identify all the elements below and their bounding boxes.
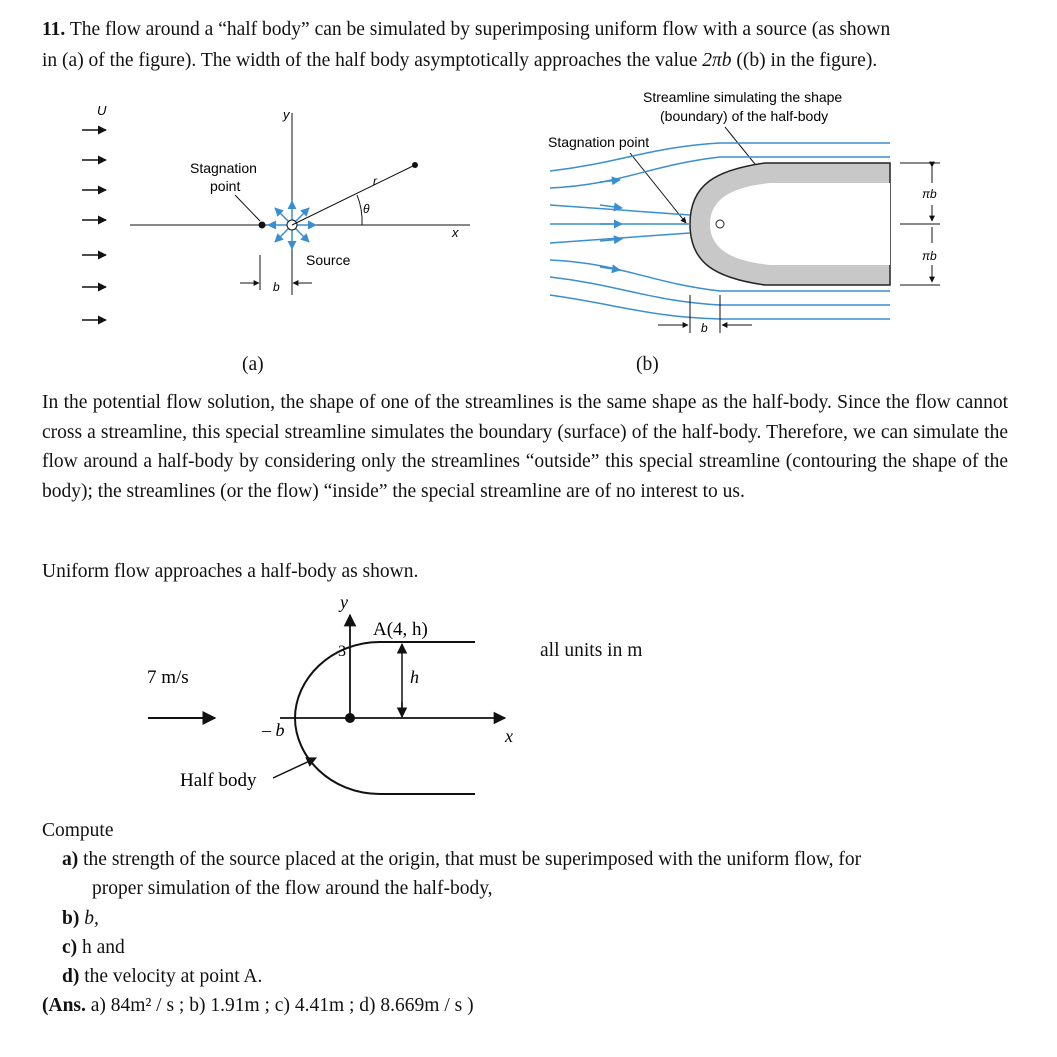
theta-label: θ [363, 202, 370, 216]
three-label: 3 [338, 643, 346, 660]
streamline-arrows [600, 180, 622, 270]
problem-intro-2b: ((b) in the figure). [731, 50, 878, 71]
uniform-flow-arrows [82, 130, 106, 320]
problem-statement-line-1 [42, 17, 890, 43]
setup-line: Uniform flow approaches a half-body as shown. [42, 561, 419, 582]
minus-b-label: – b [262, 720, 285, 740]
question-a-text-2: proper simulation of the flow around the half-body, [92, 878, 493, 899]
stagnation-label-b: Stagnation point [548, 134, 650, 150]
figure-c-diagram [130, 590, 690, 805]
question-a-letter: a) [62, 849, 79, 870]
point-a-label: A(4, h) [373, 619, 428, 640]
answer-body: a) 84m² / s ; b) 1.91m ; c) 4.41m ; d) 8.669m / s ) [85, 995, 474, 1016]
caption-a: (a) [242, 354, 264, 375]
pib-bottom-label: πb [922, 249, 937, 263]
figure-a-diagram [70, 95, 490, 385]
radius-line [292, 165, 415, 225]
question-c [62, 933, 125, 962]
question-a [62, 845, 861, 874]
problem-intro-value: 2πb [702, 50, 732, 71]
theta-arc [357, 195, 362, 225]
question-d-text: the velocity at point A. [84, 966, 263, 987]
callout-line-1: Streamline simulating the shape [643, 89, 843, 105]
question-b-text: b, [84, 908, 99, 929]
b-label-a: b [273, 280, 280, 294]
u-label: U [97, 103, 107, 118]
half-body-label: Half body [180, 770, 257, 791]
stagnation-label-a-1: Stagnation [190, 160, 257, 176]
stagnation-leader-a [235, 195, 260, 221]
units-note: all units in m [540, 640, 643, 661]
y-label-c: y [340, 592, 348, 612]
caption-b: (b) [636, 354, 659, 375]
field-point [412, 162, 418, 168]
half-body-inner [710, 183, 890, 265]
half-body-leader [273, 758, 316, 778]
pib-top-label: πb [922, 187, 937, 201]
question-c-text: h and [82, 937, 125, 958]
source-point-b [716, 220, 724, 228]
problem-statement-line-2 [42, 48, 877, 74]
question-a-text: the strength of the source placed at the origin, that must be superimposed with the uniform flow, for [83, 849, 862, 870]
source-label: Source [306, 252, 351, 268]
problem-intro-1: The flow around a “half body” can be simulated by superimposing uniform flow with a source (as shown [69, 19, 891, 40]
h-label: h [410, 667, 419, 687]
problem-number: 11. [42, 19, 66, 40]
figure-b-diagram [540, 85, 960, 345]
speed-label: 7 m/s [147, 667, 189, 688]
x-label-a: x [452, 225, 459, 240]
question-b [62, 904, 99, 933]
problem-intro-2a: in (a) of the figure). The width of the half body asymptotically approaches the value [42, 50, 703, 71]
explanation-paragraph: In the potential flow solution, the shape of one of the streamlines is the same shape as the half-body. Since the flow cannot cross a streamline, this special streamline simulates the boundary (surface) of the half-body. Therefore, we can simulate the flow around a half-body by considering only the streamlines “outside” this special streamline (contouring the shape of the body); the streamlines (or the flow) “inside” the special streamline are of no interest to us. [42, 392, 1008, 502]
question-a-cont [92, 874, 493, 903]
question-d [62, 962, 262, 991]
question-d-letter: d) [62, 966, 80, 987]
answer-prefix: (Ans. [42, 995, 86, 1016]
r-label: r [373, 174, 377, 188]
origin-source-dot [345, 713, 355, 723]
stagnation-point-a [259, 222, 266, 229]
b-label-b: b [701, 321, 708, 335]
x-label-c: x [505, 726, 513, 746]
compute-heading: Compute [42, 820, 114, 841]
answer-line [42, 993, 474, 1019]
stagnation-label-a-2: point [210, 178, 241, 194]
callout-line-2: (boundary) of the half-body [660, 108, 829, 124]
question-b-letter: b) [62, 908, 80, 929]
y-label-a: y [283, 107, 290, 122]
question-c-letter: c) [62, 937, 78, 958]
